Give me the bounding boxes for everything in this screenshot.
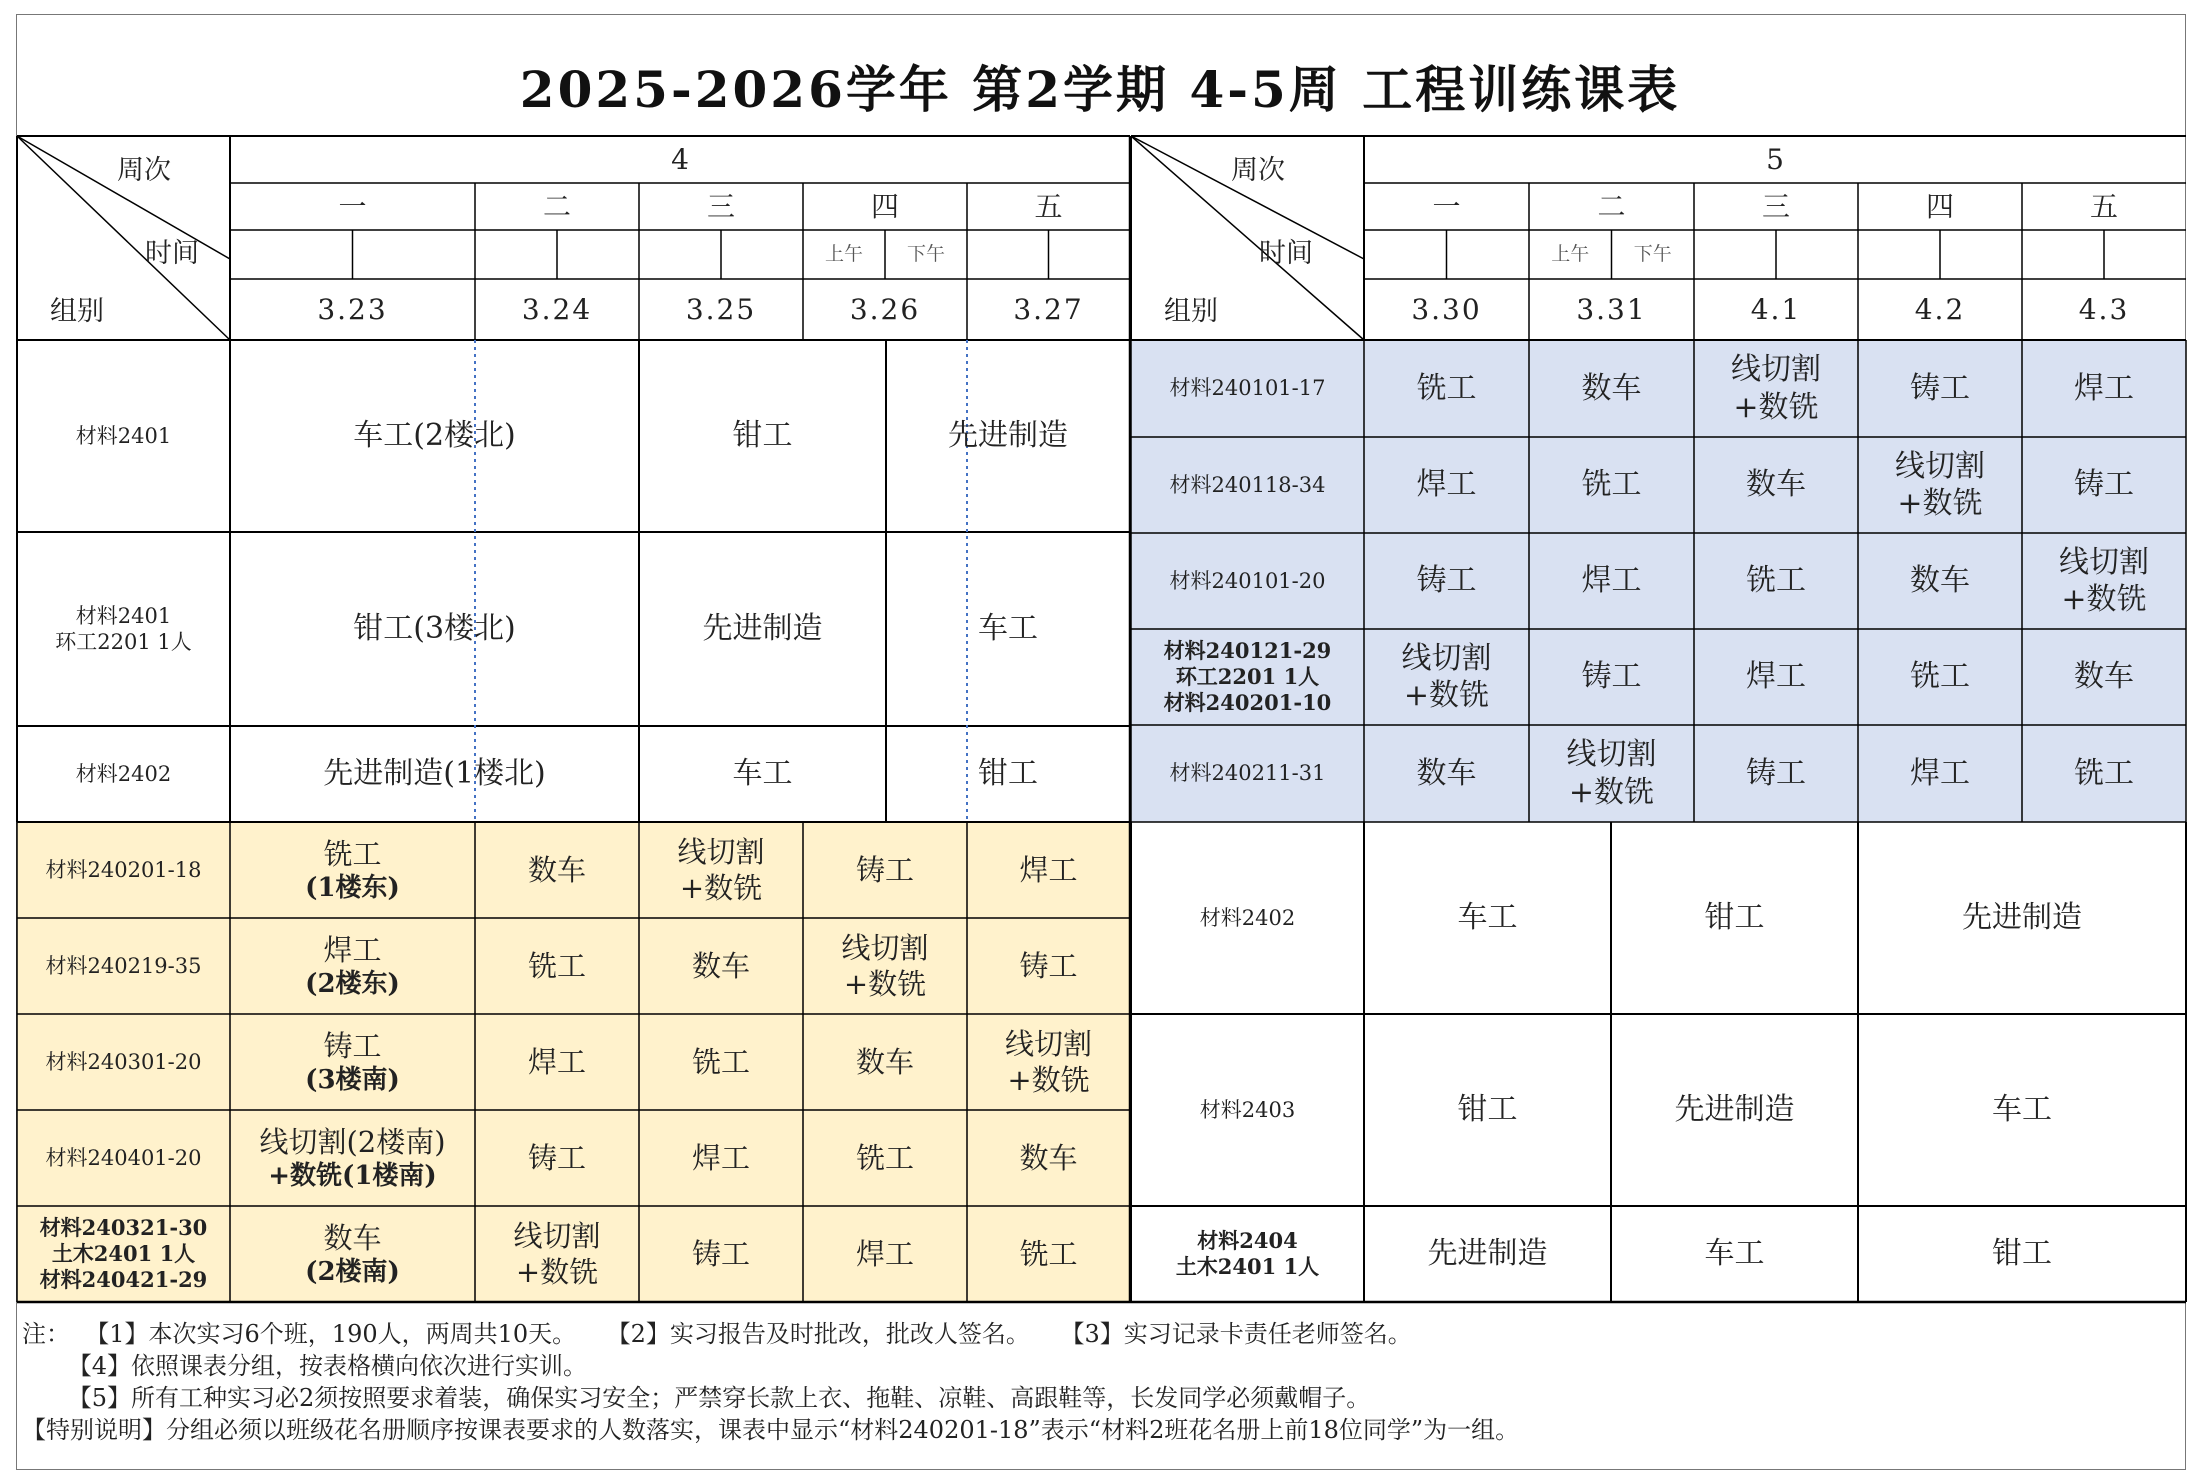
group-cell: 材料240211-31 (1169, 761, 1326, 786)
date-header: 4.2 (1914, 293, 1966, 326)
activity-cell-line: +数铣(1楼南) (268, 1160, 437, 1191)
group-cell-line: 土木2401 1人 (1175, 1254, 1320, 1279)
activity-cell: 先进制造 (948, 418, 1068, 454)
activity-cell (639, 1206, 803, 1302)
activity-cell-line: (3楼南) (305, 1064, 400, 1095)
activity-cell-line: 铸工 (323, 1028, 382, 1063)
activity-cell: 数车 (2074, 659, 2134, 695)
activity-cell: 铸工 (1746, 755, 1806, 791)
time-corner-label: 时间 (145, 238, 199, 269)
group-cell: 材料240401-20 (45, 1145, 202, 1170)
activity-cell: 钳工 (732, 418, 793, 454)
group-corner-label: 组别 (50, 296, 104, 327)
note-line: 【4】依照课表分组，按表格横向依次进行实训。 (22, 1352, 588, 1380)
activity-cell-line: 数车 (855, 1044, 914, 1079)
activity-cell-line: 铸工 (527, 1140, 586, 1175)
activity-cell (639, 822, 803, 918)
day-header: 一 (1432, 190, 1461, 223)
am-label: 上午 (1551, 242, 1590, 265)
group-cell: 材料2402 (1199, 905, 1296, 930)
activity-cell-line: 数车 (527, 852, 586, 887)
activity-cell (803, 1206, 967, 1302)
activity-cell-line: 线切割(2楼南) (259, 1124, 446, 1159)
activity-cell: 钳工 (978, 756, 1038, 792)
activity-cell (803, 822, 967, 918)
activity-cell-line: 线切割 (841, 930, 929, 965)
activity-cell-line: 线切割 (1004, 1026, 1092, 1061)
group-cell: 材料240101-17 (1169, 376, 1326, 401)
activity-cell: 铣工 (1746, 563, 1806, 599)
day-header: 五 (1034, 190, 1063, 223)
activity-cell-line: 焊工 (691, 1140, 750, 1175)
activity-cell-line: 铸工 (1019, 948, 1078, 983)
week-corner-label: 周次 (1231, 155, 1285, 186)
activity-cell (967, 1206, 1130, 1302)
group-cell: 材料2402 (75, 761, 172, 786)
group-cell (1131, 1206, 1364, 1302)
activity-cell-line: 线切割 (513, 1218, 601, 1253)
activity-cell: 先进制造(1楼北) (323, 756, 546, 792)
group-cell-line: 材料240201-10 (1163, 690, 1332, 716)
date-header: 3.26 (849, 293, 921, 326)
activity-cell-line: 数车 (323, 1220, 382, 1255)
activity-cell (475, 822, 639, 918)
activity-cell (230, 822, 475, 918)
pm-label: 下午 (906, 242, 945, 265)
activity-cell: 焊工 (1581, 563, 1642, 599)
activity-cell (967, 1110, 1130, 1206)
date-header: 4.1 (1750, 293, 1802, 326)
group-cell-line: 土木2401 1人 (51, 1240, 196, 1266)
date-header: 3.30 (1411, 293, 1482, 326)
activity-cell: 钳工(3楼北) (353, 611, 516, 647)
activity-cell-line: 数车 (691, 948, 750, 983)
activity-cell (475, 1206, 639, 1302)
week-corner-label: 周次 (117, 155, 171, 186)
activity-cell: 线切割 +数铣 (1731, 352, 1821, 425)
activity-cell-line: 焊工 (1019, 852, 1078, 887)
activity-cell (967, 918, 1130, 1014)
activity-cell (475, 918, 639, 1014)
group-cell-line: 材料240321-30 (39, 1214, 208, 1240)
activity-cell-line: 铣工 (691, 1044, 750, 1079)
activity-cell-line: 焊工 (855, 1236, 914, 1271)
activity-cell: 钳工 (1992, 1236, 2052, 1272)
activity-cell: 铣工 (1581, 467, 1642, 503)
activity-cell: 铣工 (1910, 659, 1970, 695)
activity-cell: 焊工 (2074, 370, 2134, 406)
activity-cell: 车工 (1992, 1092, 2052, 1128)
activity-cell-line: +数铣 (679, 871, 763, 905)
activity-cell-line: (1楼东) (305, 872, 400, 903)
group-cell-line: 环工2201 1人 (1175, 663, 1320, 689)
activity-cell (230, 1110, 475, 1206)
group-cell (1131, 629, 1364, 725)
activity-cell-line: 焊工 (527, 1044, 586, 1079)
am-label: 上午 (824, 242, 863, 265)
group-cell: 材料2403 (1199, 1097, 1296, 1122)
activity-cell-line: 铣工 (323, 836, 382, 871)
group-cell: 材料240301-20 (45, 1049, 202, 1074)
day-header: 三 (1761, 190, 1790, 223)
activity-cell-line: +数铣 (1007, 1063, 1090, 1097)
day-header: 二 (542, 190, 571, 223)
activity-cell: 车工 (1704, 1236, 1765, 1272)
activity-cell: 铸工 (1581, 659, 1642, 695)
activity-cell-line: 铣工 (1019, 1236, 1078, 1271)
notes-section (22, 1318, 1519, 1446)
activity-cell: 线切割 +数铣 (1401, 640, 1492, 713)
activity-cell-line: 线切割 (677, 834, 765, 869)
note-line: 注： 【1】本次实习6个班，190人，两周共10天。 【2】实习报告及时批改，批改人签名。 【3】实习记录卡责任老师签名。 (22, 1320, 1412, 1348)
activity-cell (230, 1206, 475, 1302)
activity-cell (475, 1110, 639, 1206)
activity-cell: 先进制造 (1427, 1236, 1548, 1272)
group-cell-line: 材料2401 (75, 603, 172, 628)
group-cell-line: 环工2201 1人 (55, 630, 192, 654)
activity-cell: 车工 (1457, 900, 1518, 936)
day-header: 二 (1597, 190, 1626, 223)
activity-cell (803, 1014, 967, 1110)
week-number: 5 (1766, 143, 1784, 176)
activity-cell: 铸工 (1910, 370, 1970, 406)
date-header: 4.3 (2078, 293, 2130, 326)
time-corner-label: 时间 (1259, 238, 1313, 269)
activity-cell: 数车 (1910, 563, 1970, 599)
day-header: 一 (338, 190, 367, 223)
activity-cell (803, 1110, 967, 1206)
activity-cell (967, 822, 1130, 918)
activity-cell: 铣工 (2074, 755, 2134, 791)
activity-cell: 线切割 +数铣 (1566, 737, 1657, 810)
date-header: 3.27 (1013, 293, 1084, 326)
group-cell (17, 1206, 230, 1302)
activity-cell-line: (2楼南) (305, 1256, 400, 1287)
note-line: 【特别说明】分组必须以班级花名册顺序按课表要求的人数落实，课表中显示“材料240201-18”表示“材料2班花名册上前18位同学”为一组。 (22, 1416, 1520, 1444)
group-cell: 材料240101-20 (1169, 568, 1326, 593)
group-cell-line: 材料240121-29 (1163, 637, 1332, 663)
group-cell: 材料240201-18 (45, 857, 202, 882)
activity-cell: 铸工 (2074, 467, 2134, 503)
note-line: 【5】所有工种实习必2须按照要求着装，确保实习安全；严禁穿长款上衣、拖鞋、凉鞋、高跟鞋等，长发同学必须戴帽子。 (22, 1384, 1371, 1412)
page-title: 2025-2026学年 第2学期 4-5周 工程训练课表 (519, 60, 1681, 119)
activity-cell: 焊工 (1746, 659, 1806, 695)
activity-cell (639, 1014, 803, 1110)
date-header: 3.25 (685, 293, 757, 326)
activity-cell: 钳工 (1704, 900, 1765, 936)
activity-cell (230, 1014, 475, 1110)
activity-cell: 焊工 (1910, 755, 1970, 791)
activity-cell (803, 918, 967, 1014)
activity-cell: 钳工 (1457, 1092, 1518, 1128)
activity-cell: 数车 (1746, 467, 1806, 503)
group-corner-label: 组别 (1164, 296, 1218, 327)
activity-cell: 数车 (1581, 370, 1642, 406)
week-number: 4 (671, 143, 689, 176)
group-cell: 材料240118-34 (1169, 472, 1326, 497)
activity-cell (475, 1014, 639, 1110)
day-header: 五 (2089, 190, 2118, 223)
activity-cell-line: 铸工 (855, 852, 914, 887)
pm-label: 下午 (1633, 242, 1672, 265)
activity-cell: 先进制造 (702, 611, 823, 647)
activity-cell: 先进制造 (1962, 900, 2082, 936)
activity-cell-line: 铸工 (691, 1236, 750, 1271)
activity-cell: 车工 (978, 611, 1038, 647)
activity-cell: 车工 (732, 756, 793, 792)
activity-cell-line: 焊工 (323, 932, 382, 967)
activity-cell-line: 数车 (1019, 1140, 1078, 1175)
activity-cell (230, 918, 475, 1014)
activity-cell: 铣工 (1416, 370, 1477, 406)
activity-cell (967, 1014, 1130, 1110)
day-header: 四 (1925, 190, 1954, 223)
activity-cell: 线切割 +数铣 (2059, 544, 2149, 617)
activity-cell-line: +数铣 (515, 1255, 599, 1289)
activity-cell: 焊工 (1416, 467, 1477, 503)
activity-cell (639, 1110, 803, 1206)
day-header: 四 (870, 190, 899, 223)
activity-cell-line: 铣工 (855, 1140, 914, 1175)
activity-cell: 车工(2楼北) (353, 418, 516, 454)
group-cell-line: 材料240421-29 (39, 1267, 208, 1293)
group-cell-line: 材料2404 (1197, 1227, 1298, 1253)
activity-cell: 铸工 (1416, 563, 1477, 599)
date-header: 3.24 (521, 293, 593, 326)
group-cell: 材料2401 (75, 423, 172, 448)
activity-cell: 先进制造 (1674, 1092, 1795, 1128)
date-header: 3.31 (1576, 293, 1647, 326)
date-header: 3.23 (317, 293, 388, 326)
group-cell (17, 532, 230, 726)
day-header: 三 (706, 190, 735, 223)
activity-cell-line: (2楼东) (305, 968, 400, 999)
activity-cell: 数车 (1416, 755, 1477, 791)
activity-cell (639, 918, 803, 1014)
activity-cell-line: 铣工 (527, 948, 586, 983)
activity-cell: 线切割 +数铣 (1895, 448, 1985, 521)
activity-cell-line: +数铣 (843, 967, 927, 1001)
group-cell: 材料240219-35 (45, 953, 202, 978)
